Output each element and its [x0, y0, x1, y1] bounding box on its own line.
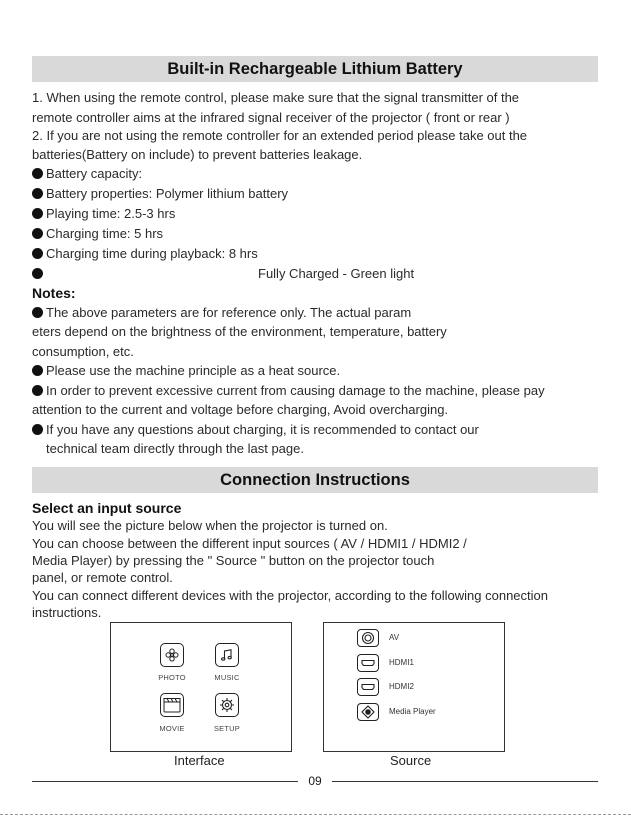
bullet-dot-icon	[32, 228, 43, 239]
movie-app[interactable]	[160, 693, 184, 717]
source-panel	[323, 622, 505, 752]
connection-line-1: You will see the picture below when the projector is turned on.	[32, 518, 388, 533]
interface-panel	[110, 622, 292, 752]
source-av[interactable]	[357, 629, 379, 647]
source-media-player-label: Media Player	[389, 707, 436, 716]
battery-bullet-charge-indicator: Fully Charged - Green light	[32, 266, 414, 282]
bullet-dot-icon	[32, 208, 43, 219]
bullet-dot-icon	[32, 385, 43, 396]
bullet-dot-icon	[32, 365, 43, 376]
battery-bullet-capacity: Battery capacity:	[32, 166, 142, 182]
connection-line-3: Media Player) by pressing the " Source " button on the projector touch	[32, 553, 435, 568]
source-hdmi2[interactable]	[357, 678, 379, 696]
connection-section-title: Connection Instructions	[32, 467, 598, 493]
photo-app-label: PHOTO	[158, 673, 186, 682]
hdmi-port-icon	[361, 683, 375, 691]
note-4-line-1: If you have any questions about charging, it is recommended to contact our	[32, 422, 479, 438]
source-caption: Source	[390, 753, 432, 768]
battery-bullet-charging-playback: Charging time during playback: 8 hrs	[32, 246, 258, 262]
page-number: 09	[308, 774, 322, 788]
bullet-dot-icon	[32, 268, 43, 279]
connection-subheading: Select an input source	[32, 500, 182, 516]
interface-caption: Interface	[174, 753, 225, 768]
bullet-dot-icon	[32, 248, 43, 259]
battery-paragraph-1-line-1: 1. When using the remote control, please make sure that the signal transmitter of the	[32, 90, 520, 105]
note-1-line-2: eters depend on the brightness of the environment, temperature, battery	[32, 324, 447, 339]
music-app-label: MUSIC	[214, 673, 240, 682]
bullet-dot-icon	[32, 188, 43, 199]
connection-line-5: You can connect different devices with the projector, according to the following connection	[32, 588, 548, 603]
footer-rule-right	[332, 781, 598, 782]
bullet-dot-icon	[32, 168, 43, 179]
footer-rule-left	[32, 781, 298, 782]
note-3-line-2: attention to the current and voltage before charging, Avoid overcharging.	[32, 402, 449, 417]
battery-paragraph-1-line-2: remote controller aims at the infrared signal receiver of the projector ( front or rear )	[32, 110, 510, 125]
setup-app[interactable]	[215, 693, 239, 717]
battery-bullet-properties: Battery properties: Polymer lithium battery	[32, 186, 288, 202]
av-circle-icon	[361, 631, 375, 645]
bullet-dot-icon	[32, 424, 43, 435]
battery-paragraph-2-line-1: 2. If you are not using the remote controller for an extended period please take out the	[32, 128, 528, 143]
connection-line-6: instructions.	[32, 605, 102, 620]
battery-paragraph-2-line-2: batteries(Battery on include) to prevent batteries leakage.	[32, 147, 363, 162]
music-note-icon	[220, 648, 234, 662]
bullet-dot-icon	[32, 307, 43, 318]
source-hdmi1-label: HDMI1	[389, 658, 414, 667]
note-1-line-3: consumption, etc.	[32, 344, 134, 359]
battery-bullet-playing-time: Playing time: 2.5-3 hrs	[32, 206, 175, 222]
note-1-line-1: The above parameters are for reference only. The actual param	[32, 305, 411, 321]
note-4-line-2: technical team directly through the last page.	[46, 441, 304, 456]
note-2: Please use the machine principle as a heat source.	[32, 363, 340, 379]
media-player-icon	[361, 705, 375, 719]
hdmi-port-icon	[361, 659, 375, 667]
photo-app[interactable]	[160, 643, 184, 667]
setup-app-label: SETUP	[213, 724, 240, 733]
battery-bullet-charging-time: Charging time: 5 hrs	[32, 226, 163, 242]
clapperboard-icon	[163, 697, 181, 713]
movie-app-label: MOVIE	[159, 724, 185, 733]
page-bottom-edge	[0, 814, 631, 815]
connection-line-2: You can choose between the different input sources ( AV / HDMI1 / HDMI2 /	[32, 536, 467, 551]
gear-icon	[219, 697, 235, 713]
source-hdmi2-label: HDMI2	[389, 682, 414, 691]
source-av-label: AV	[389, 633, 400, 642]
music-app[interactable]	[215, 643, 239, 667]
source-media-player[interactable]	[357, 703, 379, 721]
notes-heading: Notes:	[32, 285, 76, 301]
battery-section-title: Built-in Rechargeable Lithium Battery	[32, 56, 598, 82]
source-hdmi1[interactable]	[357, 654, 379, 672]
flower-icon	[164, 647, 180, 663]
connection-line-4: panel, or remote control.	[32, 570, 173, 585]
note-3-line-1: In order to prevent excessive current from causing damage to the machine, please pay	[32, 383, 545, 399]
